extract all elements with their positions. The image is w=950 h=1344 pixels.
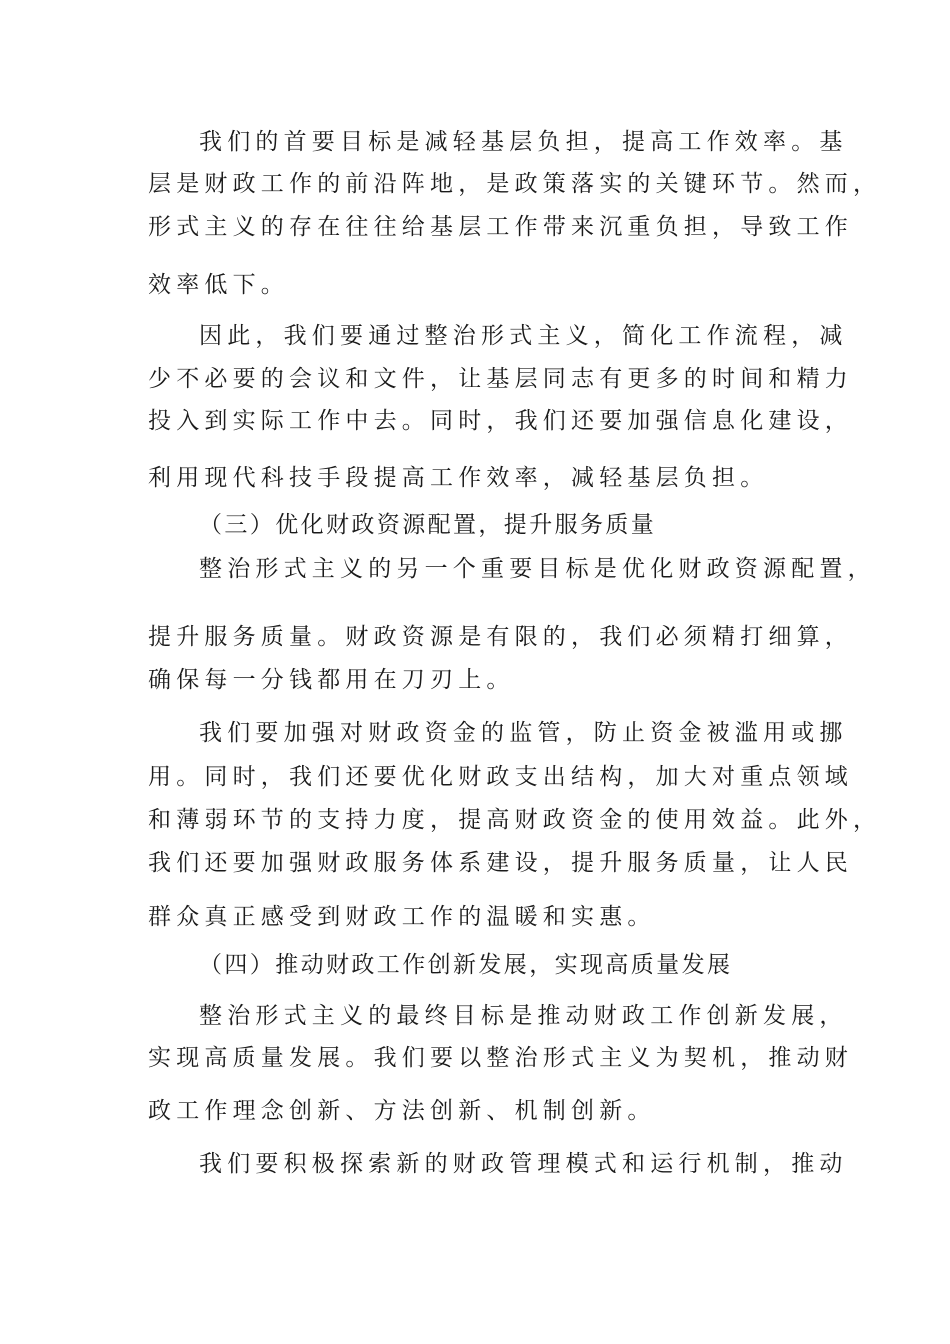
paragraph-2-line-1: 因此，我们要通过整治形式主义，简化工作流程，减 <box>199 323 848 349</box>
paragraph-4-line-4: 我们还要加强财政服务体系建设，提升服务质量，让人民 <box>148 850 853 876</box>
section-heading-3: （三）优化财政资源配置，提升服务质量 <box>199 512 657 538</box>
paragraph-3-line-1: 整治形式主义的另一个重要目标是优化财政资源配置， <box>199 556 876 582</box>
paragraph-1-line-3: 形式主义的存在往往给基层工作带来沉重负担，导致工作 <box>148 214 853 240</box>
paragraph-2-line-2: 少不必要的会议和文件，让基层同志有更多的时间和精力 <box>148 366 853 392</box>
section-heading-4: （四）推动财政工作创新发展，实现高质量发展 <box>199 952 733 978</box>
paragraph-4-line-2: 用。同时，我们还要优化财政支出结构，加大对重点领域 <box>148 764 853 790</box>
paragraph-2-line-4: 利用现代科技手段提高工作效率，减轻基层负担。 <box>148 465 769 491</box>
paragraph-4-line-1: 我们要加强对财政资金的监管，防止资金被滥用或挪 <box>199 720 848 746</box>
paragraph-4-line-3: 和薄弱环节的支持力度，提高财政资金的使用效益。此外， <box>148 807 882 833</box>
paragraph-4-line-5: 群众真正感受到财政工作的温暖和实惠。 <box>148 904 656 930</box>
paragraph-1-line-2: 层是财政工作的前沿阵地，是政策落实的关键环节。然而， <box>148 171 882 197</box>
paragraph-6-line-1: 我们要积极探索新的财政管理模式和运行机制，推动 <box>199 1151 848 1177</box>
paragraph-5-line-2: 实现高质量发展。我们要以整治形式主义为契机，推动财 <box>148 1045 853 1071</box>
paragraph-2-line-3: 投入到实际工作中去。同时，我们还要加强信息化建设， <box>148 408 853 434</box>
paragraph-3-line-2: 提升服务质量。财政资源是有限的，我们必须精打细算， <box>148 624 853 650</box>
paragraph-5-line-3: 政工作理念创新、方法创新、机制创新。 <box>148 1098 656 1124</box>
paragraph-1-line-1: 我们的首要目标是减轻基层负担，提高工作效率。基 <box>199 129 848 155</box>
paragraph-5-line-1: 整治形式主义的最终目标是推动财政工作创新发展， <box>199 1003 848 1029</box>
paragraph-3-line-3: 确保每一分钱都用在刀刃上。 <box>148 667 515 693</box>
paragraph-1-line-4: 效率低下。 <box>148 272 289 298</box>
